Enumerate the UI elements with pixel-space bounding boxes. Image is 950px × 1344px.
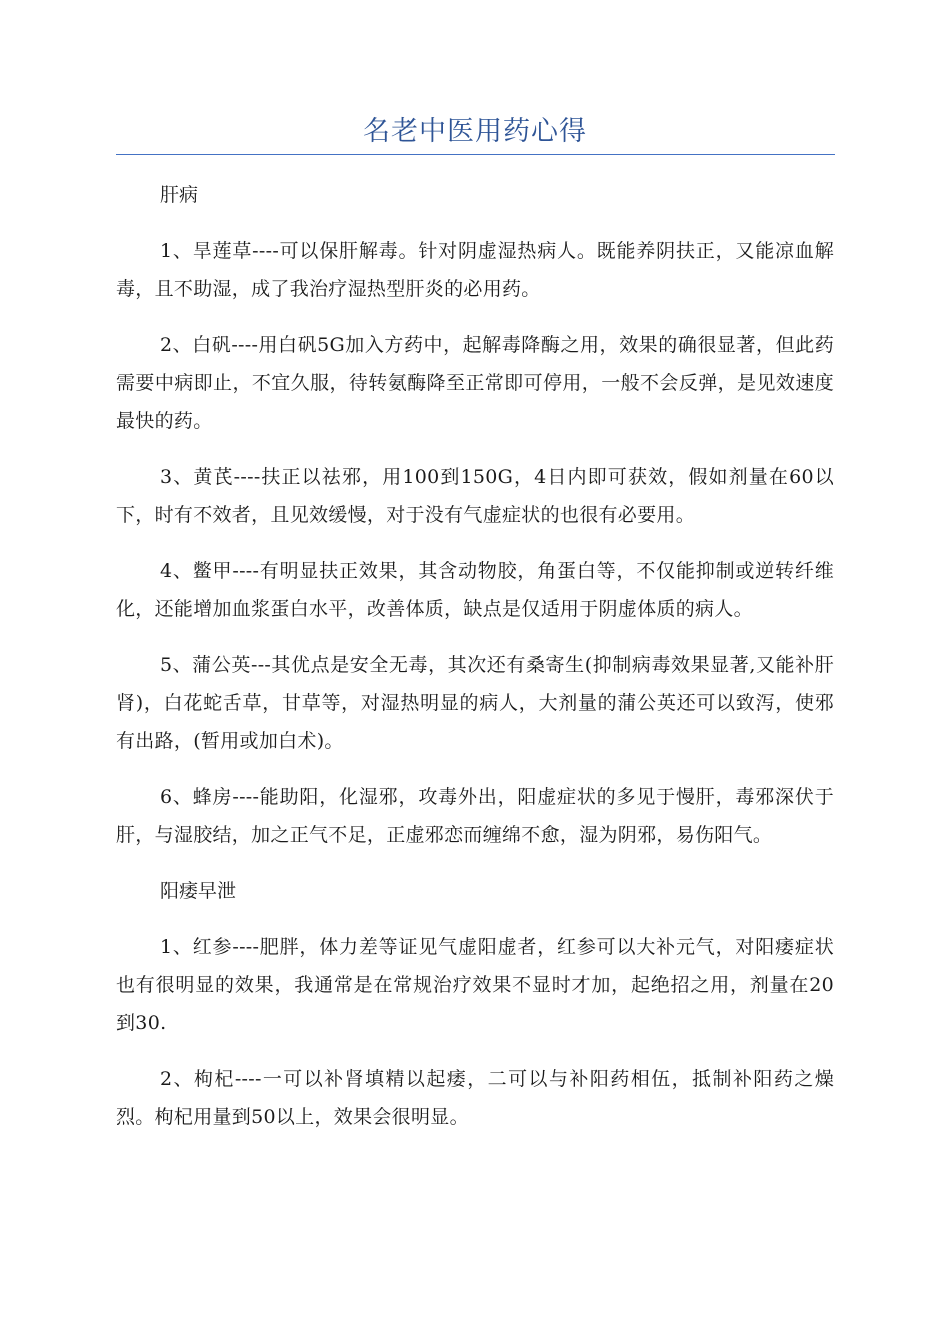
paragraph: 4、鳖甲----有明显扶正效果，其含动物胶，角蛋白等，不仅能抑制或逆转纤维化，还能增加血浆蛋白水平，改善体质，缺点是仅适用于阴虚体质的病人。 — [116, 560, 834, 620]
section-heading-impotence: 阳痿早泄 — [160, 880, 237, 902]
paragraph: 6、蜂房----能助阳，化湿邪，攻毒外出，阳虚症状的多见于慢肝，毒邪深伏于肝，与湿胶结，加之正气不足，正虚邪恋而缠绵不愈，湿为阴邪，易伤阳气。 — [116, 786, 834, 846]
document-body — [116, 176, 834, 1154]
title-underline — [116, 154, 835, 155]
section-heading-liver: 肝病 — [160, 184, 199, 206]
paragraph: 2、白矾----用白矾5G加入方药中，起解毒降酶之用，效果的确很显著，但此药需要中病即止，不宜久服，待转氨酶降至正常即可停用，一般不会反弹，是见效速度最快的药。 — [116, 334, 834, 432]
paragraph: 3、黄芪----扶正以祛邪，用100到150G，4日内即可获效，假如剂量在60以下，时有不效者，且见效缓慢，对于没有气虚症状的也很有必要用。 — [116, 466, 834, 526]
paragraph: 1、旱莲草----可以保肝解毒。针对阴虚湿热病人。既能养阴扶正，又能凉血解毒，且不助湿，成了我治疗湿热型肝炎的必用药。 — [116, 240, 834, 300]
paragraph: 5、蒲公英---其优点是安全无毒，其次还有桑寄生(抑制病毒效果显著,又能补肝肾)，白花蛇舌草，甘草等，对湿热明显的病人，大剂量的蒲公英还可以致泻，使邪有出路，(暂用或加白术)。 — [116, 654, 834, 752]
document-title: 名老中医用药心得 — [363, 116, 587, 147]
paragraph: 2、枸杞----一可以补肾填精以起痿，二可以与补阳药相伍，抵制补阳药之燥烈。枸杞用量到50以上，效果会很明显。 — [116, 1068, 834, 1128]
paragraph: 1、红参----肥胖，体力差等证见气虚阳虚者，红参可以大补元气，对阳痿症状也有很明显的效果，我通常是在常规治疗效果不显时才加，起绝招之用，剂量在20到30. — [116, 936, 834, 1034]
